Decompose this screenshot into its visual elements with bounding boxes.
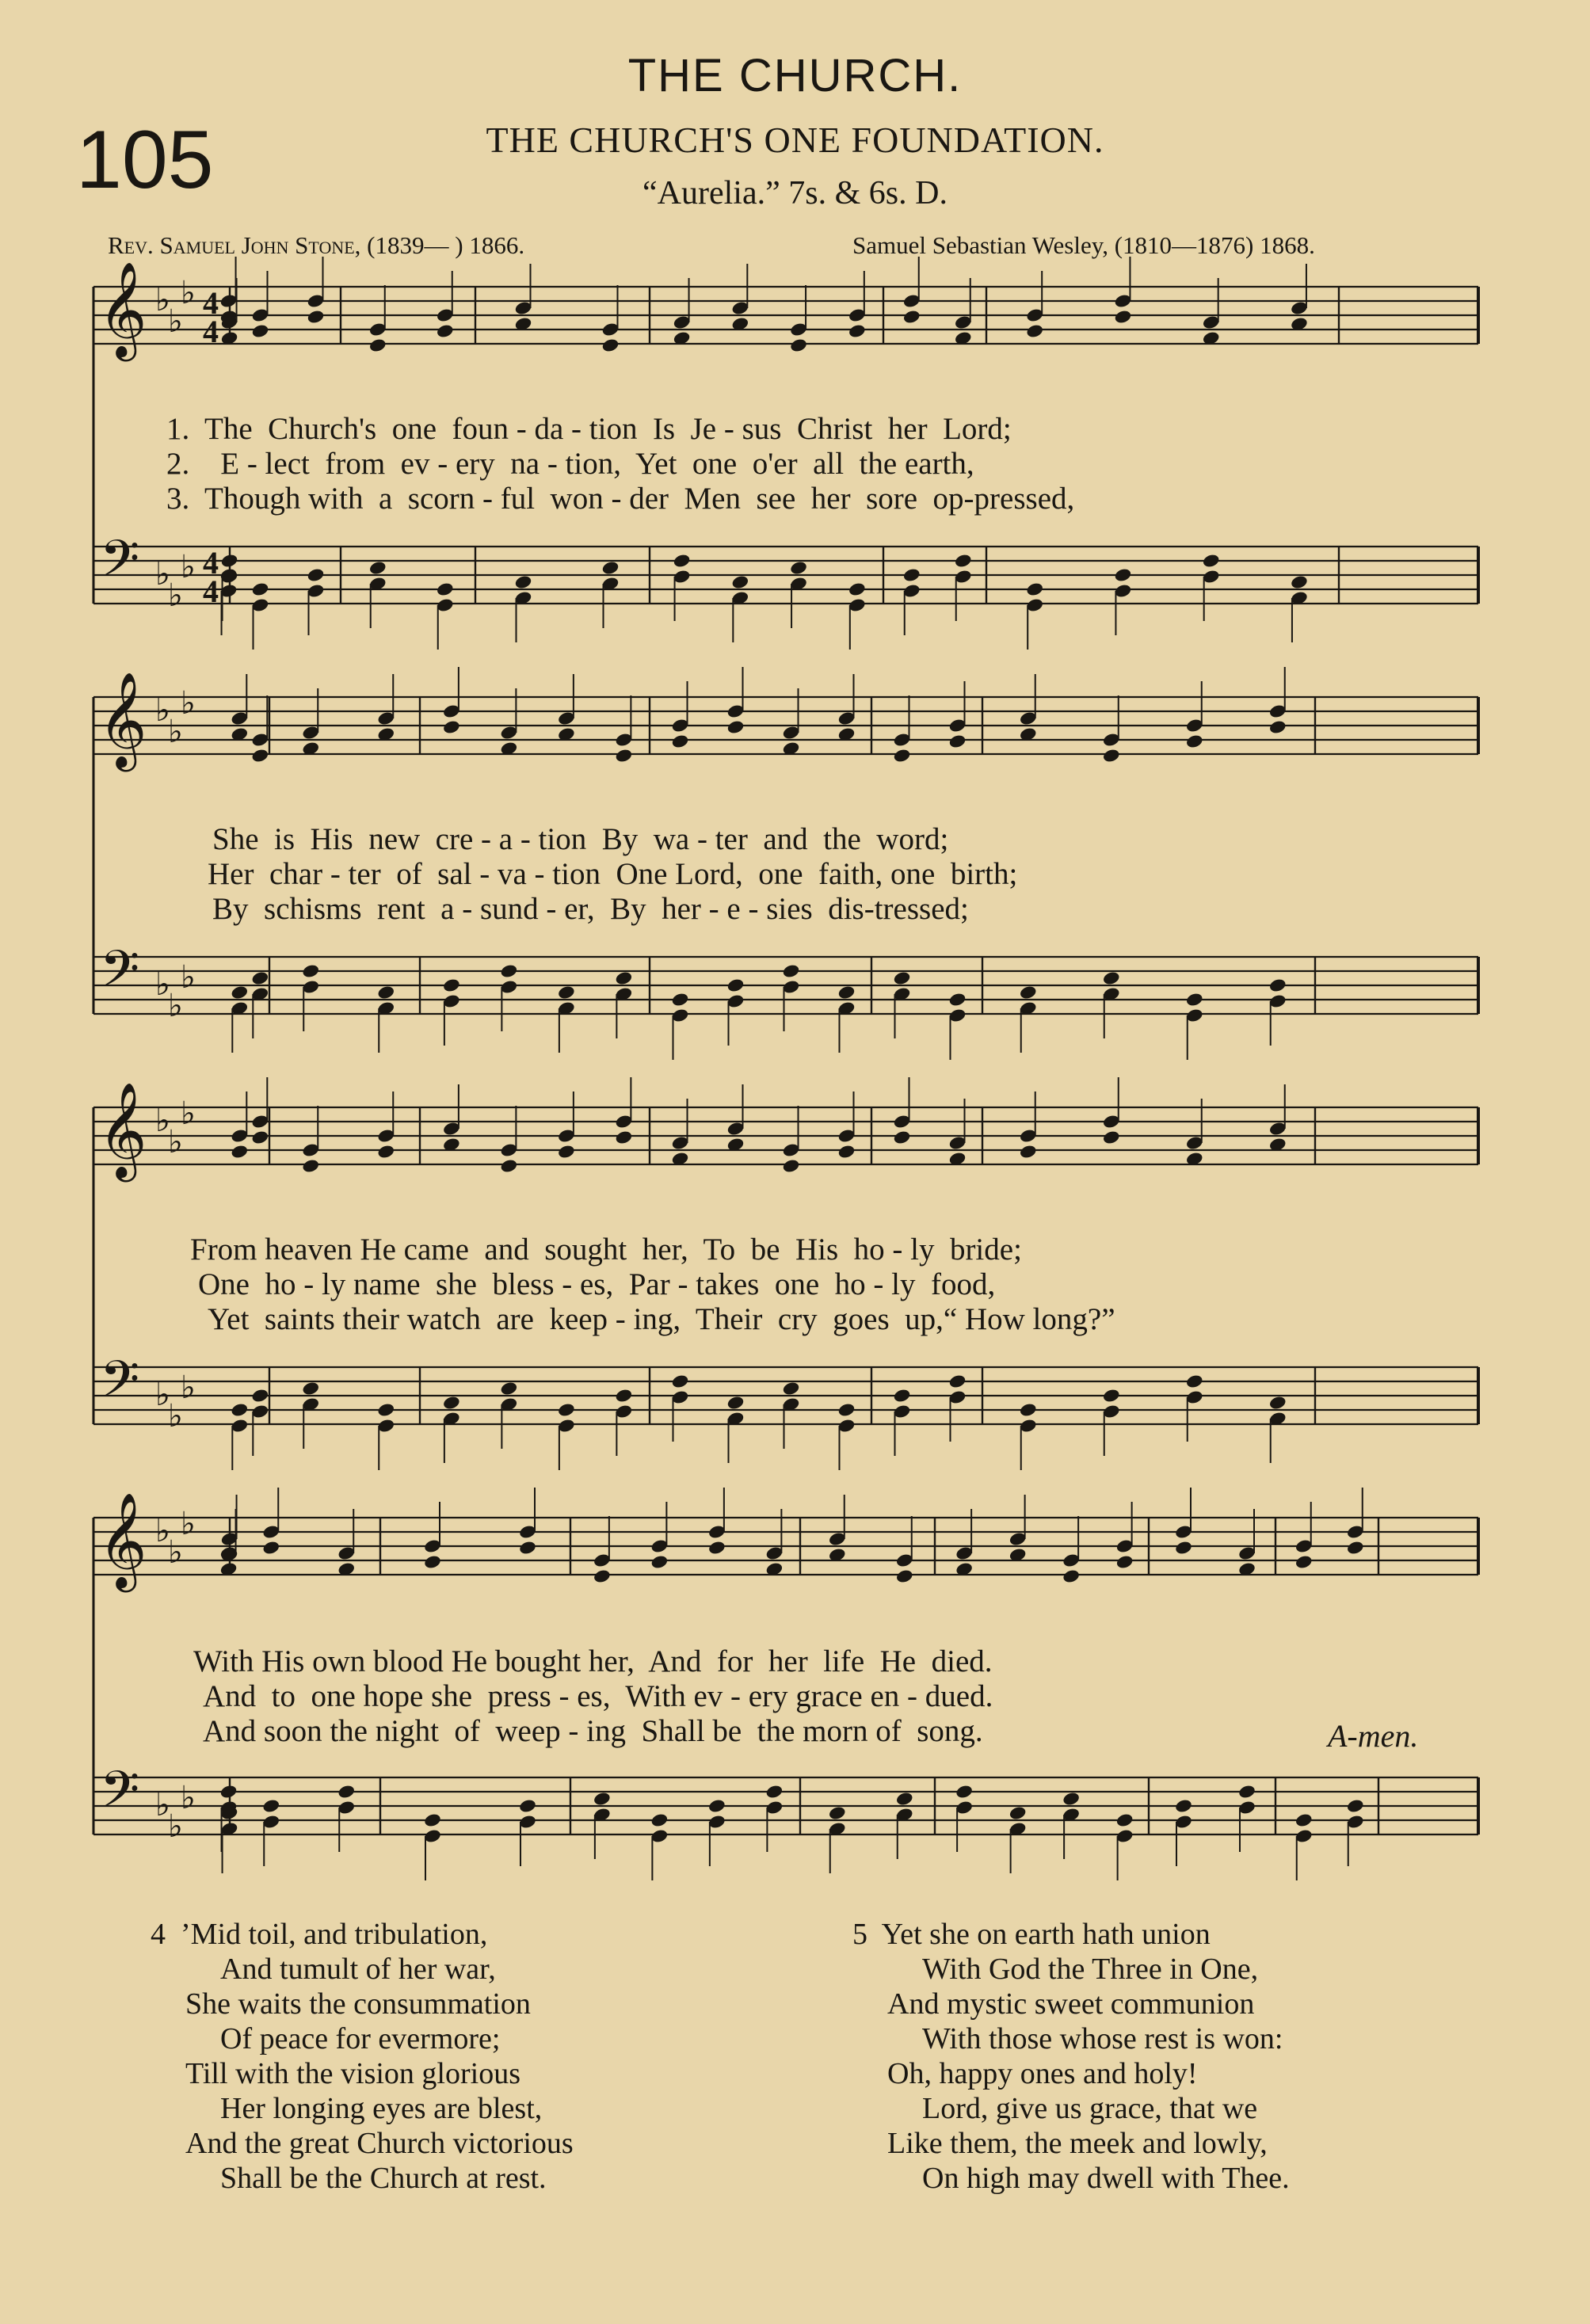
note-head [848,323,867,339]
flat-icon: ♭ [181,1370,196,1406]
note-head [219,1784,238,1800]
note-head [307,309,326,325]
stanza-line: With those whose rest is won: [922,2022,1283,2055]
note-head [893,970,912,986]
note-head [251,1130,270,1145]
treble-clef-icon: 𝄞 [98,1492,147,1588]
flat-icon: ♭ [181,1095,196,1132]
stanza-line: Shall be the Church at rest. [220,2162,547,2195]
note-head [231,1402,250,1418]
stanza-line: Lord, give us grace, that we [922,2092,1258,2125]
note-head [1102,748,1121,764]
flat-icon: ♭ [155,966,170,1003]
stanza-line: Like them, the meek and lowly, [887,2127,1268,2160]
time-signature: 4 [203,314,219,349]
note-head [436,581,455,597]
treble-clef-icon: 𝄞 [98,1081,147,1178]
note-head [671,733,690,749]
stanza-line: 5 Yet she on earth hath union [852,1918,1211,1951]
note-head [557,985,576,1000]
note-head [895,1791,914,1807]
note-head [789,560,808,576]
note-head [731,574,750,590]
note-head [848,581,867,597]
note-head [893,1388,912,1404]
stanza-line: And the great Church victorious [185,2127,574,2160]
stanza-line: Her longing eyes are blest, [220,2092,543,2125]
note-head [615,748,634,764]
author-credit: Rev. Samuel John Stone, (1839— ) 1866. [108,231,525,259]
lyric-line: 2. E - lect from ev - ery na - tion, Yet one o'er all the earth, [166,447,974,481]
lyric-line: She is His new cre - a - tion By wa - ter and the word; [212,822,949,856]
stanza-line: Of peace for evermore; [220,2022,501,2055]
amen-label: A-men. [1328,1718,1419,1754]
flat-icon: ♭ [155,692,170,729]
lyric-line: And to one hope she press - es, With ev - ery grace en - dued. [203,1679,993,1713]
note-head [615,1130,634,1145]
note-head [442,1395,461,1411]
note-head [954,553,973,569]
tune-name: “Aurelia.” 7s. & 6s. D. [642,175,948,211]
flat-icon: ♭ [181,275,196,311]
note-head [1019,1144,1038,1160]
note-head [1185,733,1204,749]
note-head [948,1373,967,1389]
flat-icon: ♭ [168,1808,183,1845]
note-head [615,970,634,986]
note-head [1268,719,1287,735]
note-head [231,985,250,1000]
stanza-line: 4 ’Mid toil, and tribulation, [151,1918,488,1951]
note-head [1237,1784,1256,1800]
note-head [1102,1130,1121,1145]
note-head [1114,567,1133,583]
note-head [782,1381,801,1396]
note-head [251,748,270,764]
stanza-line: And mystic sweet communion [887,1987,1255,2021]
flat-icon: ♭ [155,556,170,592]
lyric-line: Yet saints their watch are keep - ing, Their cry goes up,“ How long?” [208,1302,1115,1336]
note-head [1268,1395,1287,1411]
note-head [1009,1805,1028,1821]
note-head [376,1402,395,1418]
note-head [650,1812,669,1828]
note-head [1062,1791,1081,1807]
note-head [376,1144,395,1160]
note-head [301,1158,320,1174]
bass-clef-icon: 𝄢 [100,940,140,1012]
flat-icon: ♭ [181,1506,196,1542]
note-head [782,1158,801,1174]
stanza-number: 4 [151,1918,166,1951]
note-head [1294,1812,1314,1828]
note-head [500,963,519,979]
note-head [500,1381,519,1396]
flat-icon: ♭ [168,303,183,340]
note-head [726,977,745,993]
time-signature: 4 [203,545,219,581]
note-head [423,1812,442,1828]
note-head [1062,1568,1081,1584]
note-head [593,1791,612,1807]
flat-icon: ♭ [155,1103,170,1139]
hymn-title: THE CHURCH'S ONE FOUNDATION. [486,120,1104,160]
note-head [593,1568,612,1584]
page-heading: THE CHURCH. [627,50,963,101]
note-head [948,733,967,749]
note-head [893,1130,912,1145]
note-head [231,1144,250,1160]
flat-icon: ♭ [168,1398,183,1434]
stanza-line: Till with the vision glorious [185,2057,520,2090]
note-head [895,1568,914,1584]
time-signature: 4 [203,285,219,321]
note-head [1115,1812,1134,1828]
note-head [1185,992,1204,1008]
note-head [368,337,387,353]
note-head [1102,970,1121,986]
note-head [707,1798,726,1814]
note-head [1290,574,1309,590]
note-head [893,748,912,764]
bass-clef-icon: 𝄢 [100,1351,140,1422]
flat-icon: ♭ [181,959,196,996]
flat-icon: ♭ [168,1534,183,1571]
note-head [500,1158,519,1174]
note-head [518,1798,537,1814]
lyric-line: One ho - ly name she bless - es, Par - takes one ho - ly food, [198,1267,996,1301]
note-head [902,309,921,325]
note-head [1114,309,1133,325]
note-head [368,560,387,576]
note-head [376,985,395,1000]
note-head [1025,581,1044,597]
note-head [1202,553,1221,569]
note-head [442,719,461,735]
note-head [261,1798,280,1814]
lyric-line: And soon the night of weep - ing Shall be the morn of song. [203,1714,983,1748]
note-head [220,553,239,569]
note-head [726,1395,745,1411]
note-head [1115,1554,1134,1570]
stanza-line: And tumult of her war, [220,1953,496,1986]
note-head [707,1540,726,1556]
lyric-line: 3. Though with a scorn - ful won - der Men see her sore op-pressed, [166,482,1075,516]
note-head [837,1402,856,1418]
treble-clef-icon: 𝄞 [98,671,147,768]
time-signature: 4 [203,573,219,609]
note-head [782,963,801,979]
note-head [251,1388,270,1404]
note-head [301,963,320,979]
note-head [1102,1388,1121,1404]
note-head [1268,977,1287,993]
note-head [251,970,270,986]
note-head [837,985,856,1000]
note-head [948,992,967,1008]
stanza-4 [151,1917,574,2196]
note-head [615,1388,634,1404]
flat-icon: ♭ [168,1124,183,1160]
composer-credit: Samuel Sebastian Wesley, (1810—1876) 1868. [852,231,1315,259]
note-head [1294,1554,1314,1570]
note-head [1174,1540,1193,1556]
note-head [1346,1798,1365,1814]
stanza-line: Oh, happy ones and holy! [887,2057,1198,2090]
note-head [1019,1402,1038,1418]
note-head [902,567,921,583]
treble-clef-icon: 𝄞 [98,261,147,357]
note-head [514,574,533,590]
note-head [1174,1798,1193,1814]
note-head [557,1144,576,1160]
lyric-line: From heaven He came and sought her, To be His ho - ly bride; [190,1232,1022,1267]
lyric-line: With His own blood He bought her, And for her life He died. [193,1644,993,1678]
note-head [1019,985,1038,1000]
note-head [1025,323,1044,339]
note-head [1346,1540,1365,1556]
hymn-number: 105 [76,114,214,206]
note-head [423,1554,442,1570]
note-head [337,1784,356,1800]
note-head [518,1540,537,1556]
note-head [251,323,270,339]
flat-icon: ♭ [181,685,196,722]
flat-icon: ♭ [168,714,183,750]
stanza-5 [852,1917,1290,2196]
note-head [601,560,620,576]
note-head [673,553,692,569]
note-head [251,581,270,597]
stanza-line: With God the Three in One, [922,1953,1259,1986]
flat-icon: ♭ [155,1513,170,1549]
note-head [765,1784,784,1800]
note-head [955,1784,974,1800]
note-head [601,337,620,353]
lyric-line: By schisms rent a - sund - er, By her - e - sies dis-tressed; [212,892,969,926]
note-head [671,992,690,1008]
note-head [436,323,455,339]
stanza-line: On high may dwell with Thee. [922,2162,1290,2195]
stanza-number: 5 [852,1918,867,1951]
note-head [557,1402,576,1418]
note-head [442,977,461,993]
flat-icon: ♭ [168,988,183,1024]
flat-icon: ♭ [155,1377,170,1413]
lyric-line: Her char - ter of sal - va - tion One Lord, one faith, one birth; [208,857,1018,891]
flat-icon: ♭ [181,549,196,585]
note-head [837,1144,856,1160]
note-head [261,1540,280,1556]
note-head [726,719,745,735]
bass-clef-icon: 𝄢 [100,530,140,601]
note-head [650,1554,669,1570]
note-head [301,1381,320,1396]
flat-icon: ♭ [181,1780,196,1816]
lyric-line: 1. The Church's one foun - da - tion Is Je - sus Christ her Lord; [166,412,1012,446]
note-head [789,337,808,353]
note-head [1185,1373,1204,1389]
flat-icon: ♭ [155,1787,170,1823]
stanza-line: She waits the consummation [185,1987,531,2021]
note-head [828,1805,847,1821]
flat-icon: ♭ [168,577,183,614]
flat-icon: ♭ [155,282,170,318]
note-head [307,567,326,583]
bass-clef-icon: 𝄢 [100,1761,140,1832]
note-head [671,1373,690,1389]
